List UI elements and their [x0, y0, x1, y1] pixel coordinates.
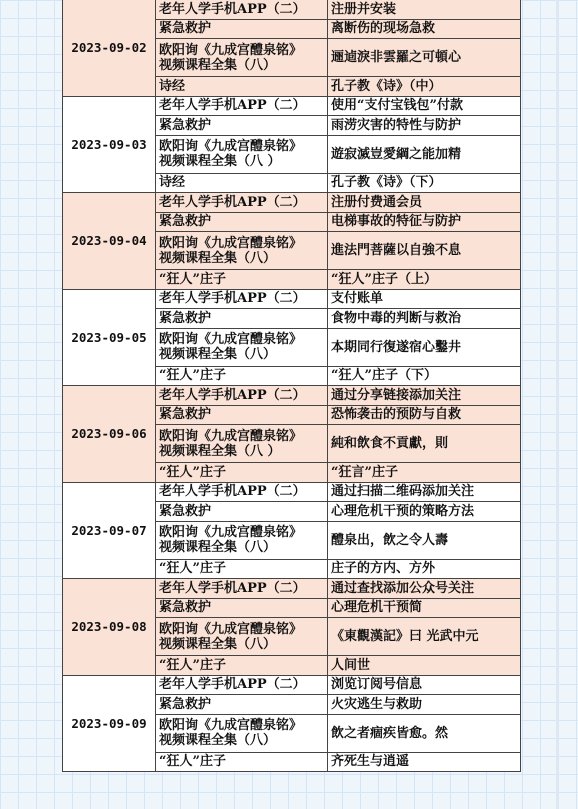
course-name: 紧急救护 — [159, 696, 212, 712]
topic-cell: 雨涝灾害的特性与防护 — [328, 116, 521, 136]
topic-cell: 通过分享链接添加关注 — [328, 386, 521, 406]
topic-cell: 通过查找添加公众号关注 — [328, 579, 521, 599]
course-name: “狂人”庄子 — [159, 657, 226, 673]
course-name-line2: 视频课程全集（八） — [159, 250, 277, 266]
course-name: 欧阳询《九成宫醴泉铭》 — [159, 139, 303, 154]
course-name: 紧急救护 — [159, 600, 212, 616]
course-cell — [156, 0, 328, 19]
course-name: 老年人学手机APP（二） — [159, 98, 306, 114]
date-cell: 2023-09-09 — [63, 675, 156, 772]
topic-cell: 支付账单 — [328, 289, 521, 309]
topic-cell: 使用“支付宝钱包”付款 — [328, 96, 521, 116]
topic-cell: 庄子的方内、方外 — [328, 559, 521, 579]
date-cell: 2023-09-02 — [63, 0, 156, 96]
course-name: 诗经 — [159, 175, 186, 191]
topic-cell: 純和飲食不貢獻，則 — [328, 425, 521, 463]
course-name: 老年人学手机APP（二） — [159, 387, 306, 403]
topic-cell: 离断伤的现场急救 — [328, 19, 521, 39]
course-name: “狂人”庄子 — [159, 368, 226, 384]
course-cell — [156, 386, 328, 406]
course-cell — [156, 675, 328, 695]
table-row — [63, 386, 521, 406]
course-cell — [156, 270, 328, 290]
course-cell — [156, 579, 328, 599]
course-cell — [156, 405, 328, 425]
course-name: “狂人”庄子 — [159, 561, 226, 577]
topic-cell: 醴泉出，飲之令人壽 — [328, 521, 521, 559]
table-row — [63, 193, 521, 213]
course-cell — [156, 502, 328, 522]
course-name: 欧阳询《九成宫醴泉铭》 — [159, 525, 303, 540]
date-cell: 2023-09-07 — [63, 482, 156, 579]
schedule-sheet — [62, 0, 520, 772]
topic-cell: 食物中毒的判断与救治 — [328, 309, 521, 329]
course-cell — [156, 328, 328, 366]
course-cell — [156, 482, 328, 502]
topic-cell: 电梯事故的特征与防护 — [328, 212, 521, 232]
course-name: 紧急救护 — [159, 310, 212, 326]
course-cell — [156, 366, 328, 386]
topic-cell: 浏览订阅号信息 — [328, 675, 521, 695]
course-name-line2: 视频课程全集（八） — [159, 733, 277, 748]
course-name: 老年人学手机APP（二） — [159, 484, 306, 500]
date-cell: 2023-09-08 — [63, 579, 156, 676]
course-name: 老年人学手机APP（二） — [159, 291, 306, 307]
topic-cell: “狂人”庄子（下） — [328, 366, 521, 386]
topic-cell: 火灾逃生与救助 — [328, 695, 521, 715]
date-cell: 2023-09-06 — [63, 386, 156, 483]
course-cell — [156, 39, 328, 77]
topic-cell: 逦逌淚非雲羅之可頓心 — [328, 39, 521, 77]
course-cell — [156, 598, 328, 618]
course-name: 老年人学手机APP（二） — [159, 194, 306, 210]
course-name: “狂人”庄子 — [159, 271, 226, 287]
course-cell — [156, 289, 328, 309]
topic-cell: “狂言”庄子 — [328, 463, 521, 483]
course-name: 欧阳询《九成宫醴泉铭》 — [159, 42, 303, 58]
date-cell: 2023-09-04 — [63, 193, 156, 290]
course-name: 紧急救护 — [159, 407, 212, 423]
course-name: 欧阳询《九成宫醴泉铭》 — [159, 332, 303, 347]
course-name: 欧阳询《九成宫醴泉铭》 — [159, 621, 303, 637]
course-name: 老年人学手机APP（二） — [159, 1, 306, 17]
course-name-line2: 视频课程全集（八） — [159, 57, 277, 73]
course-name: 欧阳询《九成宫醴泉铭》 — [159, 428, 303, 444]
course-cell — [156, 695, 328, 715]
course-name-line2: 视频课程全集（八 ） — [159, 443, 281, 459]
topic-cell: 心理危机干预的策略方法 — [328, 502, 521, 522]
course-cell — [156, 116, 328, 136]
course-name: 紧急救护 — [159, 503, 212, 519]
course-cell — [156, 173, 328, 193]
table-row — [63, 0, 521, 19]
course-cell — [156, 212, 328, 232]
topic-cell: “狂人”庄子（上） — [328, 270, 521, 290]
page-edge — [556, 0, 559, 809]
course-cell — [156, 96, 328, 116]
schedule-body — [63, 0, 521, 772]
course-cell — [156, 618, 328, 656]
course-name: 诗经 — [159, 78, 186, 94]
topic-cell: 遊寂滅豈愛綱之能加精 — [328, 135, 521, 173]
course-cell — [156, 232, 328, 270]
topic-cell: 齐死生与逍遥 — [328, 752, 521, 772]
topic-cell: 本期同行復遂宿心鑿井 — [328, 328, 521, 366]
course-cell — [156, 714, 328, 752]
course-name-line2: 视频课程全集（八） — [159, 540, 277, 555]
topic-cell: 注册并安装 — [328, 0, 521, 19]
course-cell — [156, 309, 328, 329]
course-name: “狂人”庄子 — [159, 464, 226, 480]
table-row — [63, 482, 521, 502]
topic-cell: 孔子教《诗》（下） — [328, 173, 521, 193]
course-cell — [156, 19, 328, 39]
course-cell — [156, 135, 328, 173]
schedule-table — [62, 0, 521, 772]
date-cell: 2023-09-03 — [63, 96, 156, 193]
topic-cell: 通过扫描二维码添加关注 — [328, 482, 521, 502]
course-cell — [156, 425, 328, 463]
course-cell — [156, 77, 328, 97]
topic-cell: 恐怖袭击的预防与自救 — [328, 405, 521, 425]
topic-cell: 進法門菩薩以自強不息 — [328, 232, 521, 270]
course-cell — [156, 463, 328, 483]
course-name: 老年人学手机APP（二） — [159, 677, 306, 693]
course-name: 紧急救护 — [159, 117, 212, 133]
date-cell: 2023-09-05 — [63, 289, 156, 386]
topic-cell: 心理危机干预简 — [328, 598, 521, 618]
topic-cell: 孔子教《诗》（中） — [328, 77, 521, 97]
course-name-line2: 视频课程全集（八） — [159, 347, 277, 362]
course-cell — [156, 521, 328, 559]
topic-cell: 《東觀漢記》曰 光武中元 — [328, 618, 521, 656]
course-name: 欧阳询《九成宫醴泉铭》 — [159, 718, 303, 733]
course-name: “狂人”庄子 — [159, 754, 226, 770]
course-name-line2: 视频课程全集（八 ） — [159, 154, 281, 169]
course-name: 老年人学手机APP（二） — [159, 580, 306, 596]
topic-cell: 飲之者痼疾皆愈。然 — [328, 714, 521, 752]
topic-cell: 人间世 — [328, 656, 521, 676]
topic-cell: 注册付费通会员 — [328, 193, 521, 213]
table-row — [63, 96, 521, 116]
table-row — [63, 675, 521, 695]
course-name: 紧急救护 — [159, 214, 212, 230]
course-cell — [156, 559, 328, 579]
table-row — [63, 579, 521, 599]
course-name: 紧急救护 — [159, 21, 212, 37]
course-name-line2: 视频课程全集（八） — [159, 636, 277, 652]
course-cell — [156, 656, 328, 676]
course-name: 欧阳询《九成宫醴泉铭》 — [159, 235, 303, 251]
table-row — [63, 289, 521, 309]
course-cell — [156, 752, 328, 772]
course-cell — [156, 193, 328, 213]
